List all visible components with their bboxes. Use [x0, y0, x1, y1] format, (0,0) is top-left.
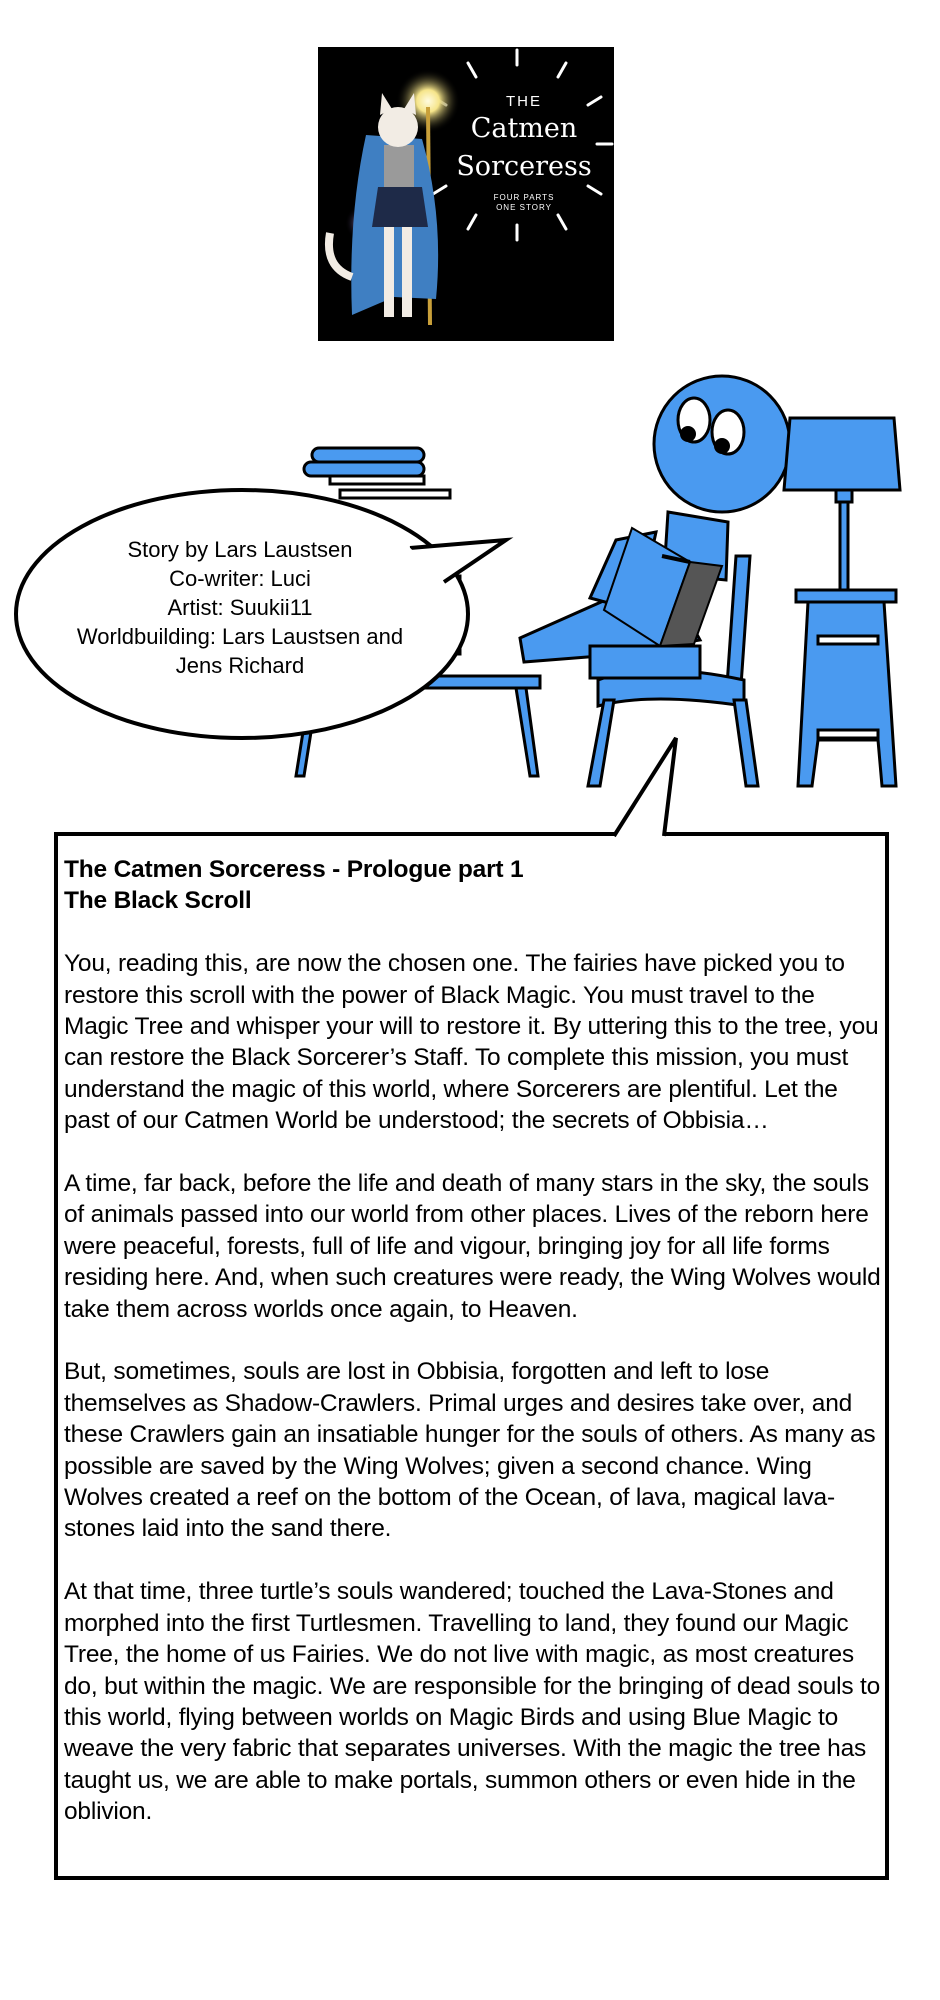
credit-cowriter: Co-writer: Luci: [169, 566, 311, 591]
credits-text: [40, 535, 440, 680]
cover-tagline-1: FOUR PARTS: [493, 193, 555, 202]
stool-icon: [796, 590, 896, 786]
story-paragraph: At that time, three turtle’s souls wandered; touched the Lava-Stones and morphed into the first Turtlesmen. Travelling to land, they found our Magic Tree, the home of us Fairies. We do not live with magic, as most creatures do, but within the magic. We are responsible for the bringing of dead souls to this world, flying between worlds on Magic Birds and using Blue Magic to weave the very fabric that separates universes. With the magic the tree has taught us, we are able to make portals, summon others or even hide in the oblivion.: [64, 1578, 881, 1826]
cover-the: THE: [506, 93, 542, 110]
credit-worldbuilding-1: Worldbuilding: Lars Laustsen and: [76, 624, 404, 649]
story-paragraph: You, reading this, are now the chosen one. The fairies have picked you to restore this scroll with the power of Black Magic. You must travel to the Magic Tree and whisper your will to restore it. By uttering this to the tree, you can restore the Black Sorcerer’s Staff. To complete this mission, you must understand the magic of this world, where Sorcerers are plentiful. Let the past of our Catmen World be understood; the secrets of Obbisia…: [64, 950, 879, 1135]
cover-tagline: [455, 193, 593, 213]
tail-shape: [329, 233, 352, 277]
story-subtitle: The Black Scroll: [64, 887, 252, 915]
story-text-panel: [54, 832, 889, 1880]
cover-image: [318, 47, 614, 341]
leg-left: [384, 227, 394, 317]
skirt-shape: [372, 187, 428, 227]
shirt-shape: [384, 145, 414, 189]
cover-title-line2: Sorceress: [456, 151, 592, 182]
credit-worldbuilding-2: Jens Richard: [175, 653, 305, 678]
credit-story: Story by Lars Laustsen: [127, 537, 353, 562]
leg-right: [402, 227, 412, 317]
story-paragraph: A time, far back, before the life and death of many stars in the sky, the souls of animals passed into our world from other places. Lives of the reborn here were peaceful, forests, full of life and vigour, bringing joy for all life forms residing here. And, when such creatures were ready, the Wing Wolves would take them across worlds once again, to Heaven.: [64, 1170, 881, 1323]
cover-title-line1: Catmen: [470, 113, 578, 144]
cover-tagline-2: ONE STORY: [496, 203, 552, 212]
story-title: The Catmen Sorceress - Prologue part 1: [64, 856, 524, 883]
lamp-icon: [784, 418, 900, 590]
story-paragraph: But, sometimes, souls are lost in Obbisia, forgotten and left to lose themselves as Shadow-Crawlers. Primal urges and desires take over, and these Crawlers gain an insatiable hunger for the souls of others. As many as possible are saved by the Wing Wolves; given a second chance. Wing Wolves created a reef on the bottom of the Ocean, of lava, magical lava-stones laid into the sand there.: [64, 1358, 876, 1543]
credit-artist: Artist: Suukii11: [167, 595, 313, 620]
story-text: [64, 854, 882, 1828]
